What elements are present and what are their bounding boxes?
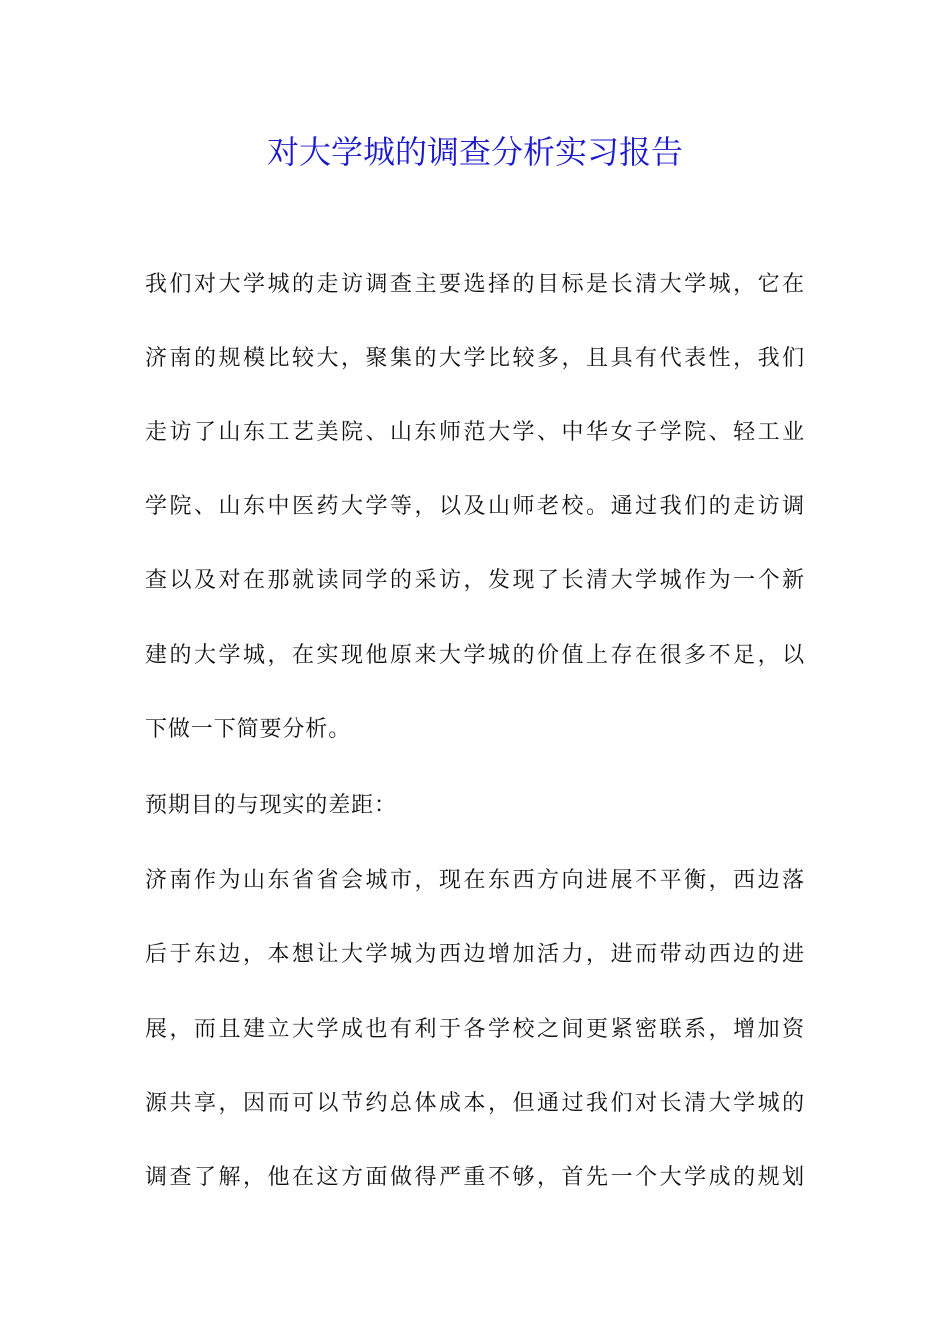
paragraph-line: 查以及对在那就读同学的采访，发现了长清大学城作为一个新: [145, 568, 805, 593]
paragraph-line: 展，而且建立大学成也有利于各学校之间更紧密联系，增加资: [145, 1017, 805, 1042]
document-title: 对大学城的调查分析实习报告: [266, 133, 683, 171]
paragraph-line: 建的大学城，在实现他原来大学城的价值上存在很多不足，以: [145, 643, 805, 668]
paragraph-line: 后于东边，本想让大学城为西边增加活力，进而带动西边的进: [145, 942, 805, 967]
paragraph-line: 我们对大学城的走访调查主要选择的目标是长清大学城，它在: [145, 272, 805, 297]
paragraph-line: 下做一下简要分析。: [145, 717, 352, 742]
paragraph-line: 源共享，因而可以节约总体成本，但通过我们对长清大学城的: [145, 1091, 805, 1116]
section-heading: 预期目的与现实的差距：: [145, 793, 397, 818]
paragraph-line: 济南的规模比较大，聚集的大学比较多，且具有代表性，我们: [145, 346, 805, 371]
paragraph-line: 学院、山东中医药大学等，以及山师老校。通过我们的走访调: [145, 494, 805, 519]
paragraph-line: 调查了解，他在这方面做得严重不够，首先一个大学成的规划: [145, 1165, 805, 1190]
paragraph-line: 济南作为山东省省会城市，现在东西方向进展不平衡，西边落: [145, 868, 805, 893]
paragraph-line: 走访了山东工艺美院、山东师范大学、中华女子学院、轻工业: [145, 420, 805, 445]
